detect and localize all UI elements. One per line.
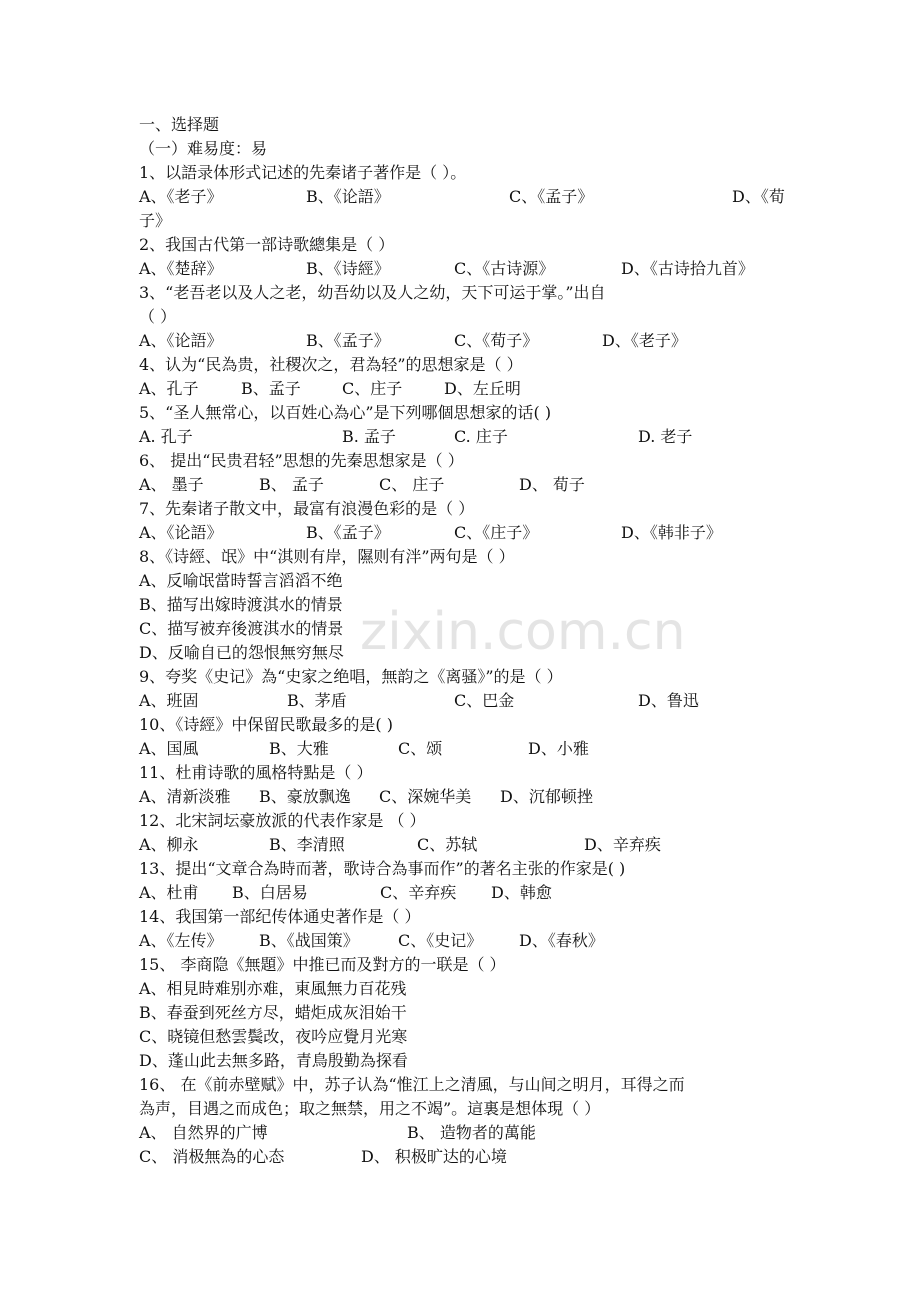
option-a: A、相見時难别亦难，東風無力百花残: [139, 979, 407, 998]
option-b: B、《孟子》: [306, 331, 390, 350]
question-text: 16、 在《前赤壁赋》中，苏子认為“惟江上之清風，与山间之明月，耳得之而: [139, 1075, 685, 1094]
option-c: C、《孟子》: [509, 187, 594, 206]
option-c: C、辛弃疾: [380, 883, 457, 902]
option-c: C、《庄子》: [454, 523, 539, 542]
option-d: D、《韩非子》: [621, 523, 722, 542]
question-options: [139, 377, 799, 401]
option-d: D、沉郁顿挫: [500, 787, 593, 806]
option-a: A、孔子: [139, 379, 199, 398]
question-options: [139, 881, 799, 905]
question-text: 13、提出“文章合為時而著，歌诗合為事而作”的著名主张的作家是( ): [139, 859, 626, 878]
option-b: B、孟子: [241, 379, 301, 398]
question-continuation: 為声，目遇之而成色；取之無禁，用之不竭”。這裏是想体現（ ）: [139, 1099, 601, 1118]
question-options: [139, 473, 799, 497]
option-b: B、白居易: [232, 883, 308, 902]
option-b: B、茅盾: [287, 691, 347, 710]
document-content: [139, 113, 799, 1169]
option-b: B、描写出嫁時渡淇水的情景: [139, 595, 343, 614]
question-text: 12、北宋詞坛豪放派的代表作家是 （ ）: [139, 811, 426, 830]
option-c: C、 消极無為的心态: [139, 1147, 285, 1166]
option-d: D、《荀: [732, 187, 785, 206]
question-text: 6、 提出“民贵君轻”思想的先秦思想家是（ ）: [139, 451, 464, 470]
option-d: D、韩愈: [491, 883, 552, 902]
option-d: D. 老子: [638, 427, 693, 446]
option-c: C、 庄子: [379, 475, 445, 494]
option-a: A、清新淡雅: [139, 787, 231, 806]
option-a: A、国風: [139, 739, 199, 758]
question-options: [139, 1121, 799, 1145]
option-d: D、蓬山此去無多路，青鳥殷勤為探看: [139, 1051, 408, 1070]
option-a: A、《楚辞》: [139, 259, 223, 278]
option-a: A、《左传》: [139, 931, 223, 950]
question-text: 9、夸奖《史记》為“史家之绝唱，無韵之《离骚》”的是（ ）: [139, 667, 563, 686]
option-a: A、《论語》: [139, 331, 223, 350]
option-a: A、反喻氓當時誓言滔滔不绝: [139, 571, 343, 590]
option-c: C、苏轼: [417, 835, 478, 854]
option-b: B、 造物者的萬能: [407, 1123, 536, 1142]
difficulty-heading: （一）难易度：易: [139, 139, 268, 158]
question-text: 7、先秦诸子散文中，最富有浪漫色彩的是（ ）: [139, 499, 475, 518]
watermark: zixin.com.cn: [360, 602, 686, 662]
option-b: B、《战国策》: [259, 931, 359, 950]
option-a: A、 自然界的广博: [139, 1123, 268, 1142]
question-options: [139, 329, 799, 353]
question-options: [139, 257, 799, 281]
option-continuation: 子》: [139, 211, 172, 230]
option-b: B、《论語》: [306, 187, 390, 206]
option-c: C、庄子: [342, 379, 403, 398]
option-c: C. 庄子: [454, 427, 508, 446]
question-continuation: （ ）: [139, 307, 177, 326]
question-text: 10、《诗經》中保留民歌最多的是( ): [139, 715, 393, 734]
option-d: D、辛弃疾: [584, 835, 661, 854]
question-text: 8、《诗經、氓》中“淇则有岸，隰则有泮”两句是（ ）: [139, 547, 515, 566]
question-options: [139, 1145, 799, 1169]
option-b: B. 孟子: [342, 427, 396, 446]
option-c: C、颂: [398, 739, 443, 758]
option-c: C、《古诗源》: [454, 259, 555, 278]
question-text: 4、认为“民為贵，社稷次之，君為轻”的思想家是（ ）: [139, 355, 523, 374]
option-b: B、李清照: [269, 835, 345, 854]
question-text: 15、 李商隐《無題》中推已而及對方的一联是（ ）: [139, 955, 506, 974]
question-options: [139, 185, 799, 209]
question-text: 1、以語录体形式记述的先秦诸子著作是（ ）。: [139, 163, 467, 182]
question-text: 14、我国第一部纪传体通史著作是（ ）: [139, 907, 421, 926]
question-options: [139, 689, 799, 713]
section-title: 一、选择题: [139, 115, 220, 134]
option-b: B、 孟子: [259, 475, 324, 494]
question-options: [139, 833, 799, 857]
option-b: B、《孟子》: [306, 523, 390, 542]
question-text: 2、我国古代第一部诗歌總集是（ ）: [139, 235, 395, 254]
question-options: [139, 929, 799, 953]
option-b: B、春蚕到死丝方尽，蜡炬成灰泪始干: [139, 1003, 407, 1022]
option-c: C、《荀子》: [454, 331, 539, 350]
option-d: D、鲁迅: [638, 691, 699, 710]
question-text: 3、“老吾老以及人之老，幼吾幼以及人之幼，天下可运于掌。”出自: [139, 283, 606, 302]
option-d: D、 荀子: [519, 475, 585, 494]
option-d: D、小雅: [528, 739, 589, 758]
question-options: [139, 737, 799, 761]
option-c: C、巴金: [454, 691, 515, 710]
question-options: [139, 425, 799, 449]
option-d: D、 积极旷达的心境: [361, 1147, 507, 1166]
option-c: C、深婉华美: [379, 787, 472, 806]
option-a: A、杜甫: [139, 883, 199, 902]
option-b: B、大雅: [269, 739, 329, 758]
option-a: A、 墨子: [139, 475, 204, 494]
option-d: D、《春秋》: [519, 931, 604, 950]
question-options: [139, 785, 799, 809]
option-d: D、反喻自已的怨恨無穷無尽: [139, 643, 344, 662]
option-c: C、《史记》: [398, 931, 483, 950]
option-b: B、豪放飘逸: [259, 787, 351, 806]
question-text: 11、杜甫诗歌的風格特點是（ ）: [139, 763, 373, 782]
option-d: D、《古诗拾九首》: [621, 259, 754, 278]
option-c: C、描写被弃後渡淇水的情景: [139, 619, 344, 638]
option-a: A. 孔子: [139, 427, 193, 446]
option-a: A、《论語》: [139, 523, 223, 542]
option-b: B、《诗經》: [306, 259, 390, 278]
option-c: C、晓镜但愁雲鬓改，夜吟应覺月光寒: [139, 1027, 408, 1046]
question-options: [139, 521, 799, 545]
option-a: A、《老子》: [139, 187, 223, 206]
option-d: D、左丘明: [444, 379, 521, 398]
option-a: A、班固: [139, 691, 199, 710]
option-a: A、柳永: [139, 835, 199, 854]
question-text: 5、“圣人無常心，以百姓心為心”是下列哪個思想家的话( ): [139, 403, 552, 422]
option-d: D、《老子》: [602, 331, 687, 350]
